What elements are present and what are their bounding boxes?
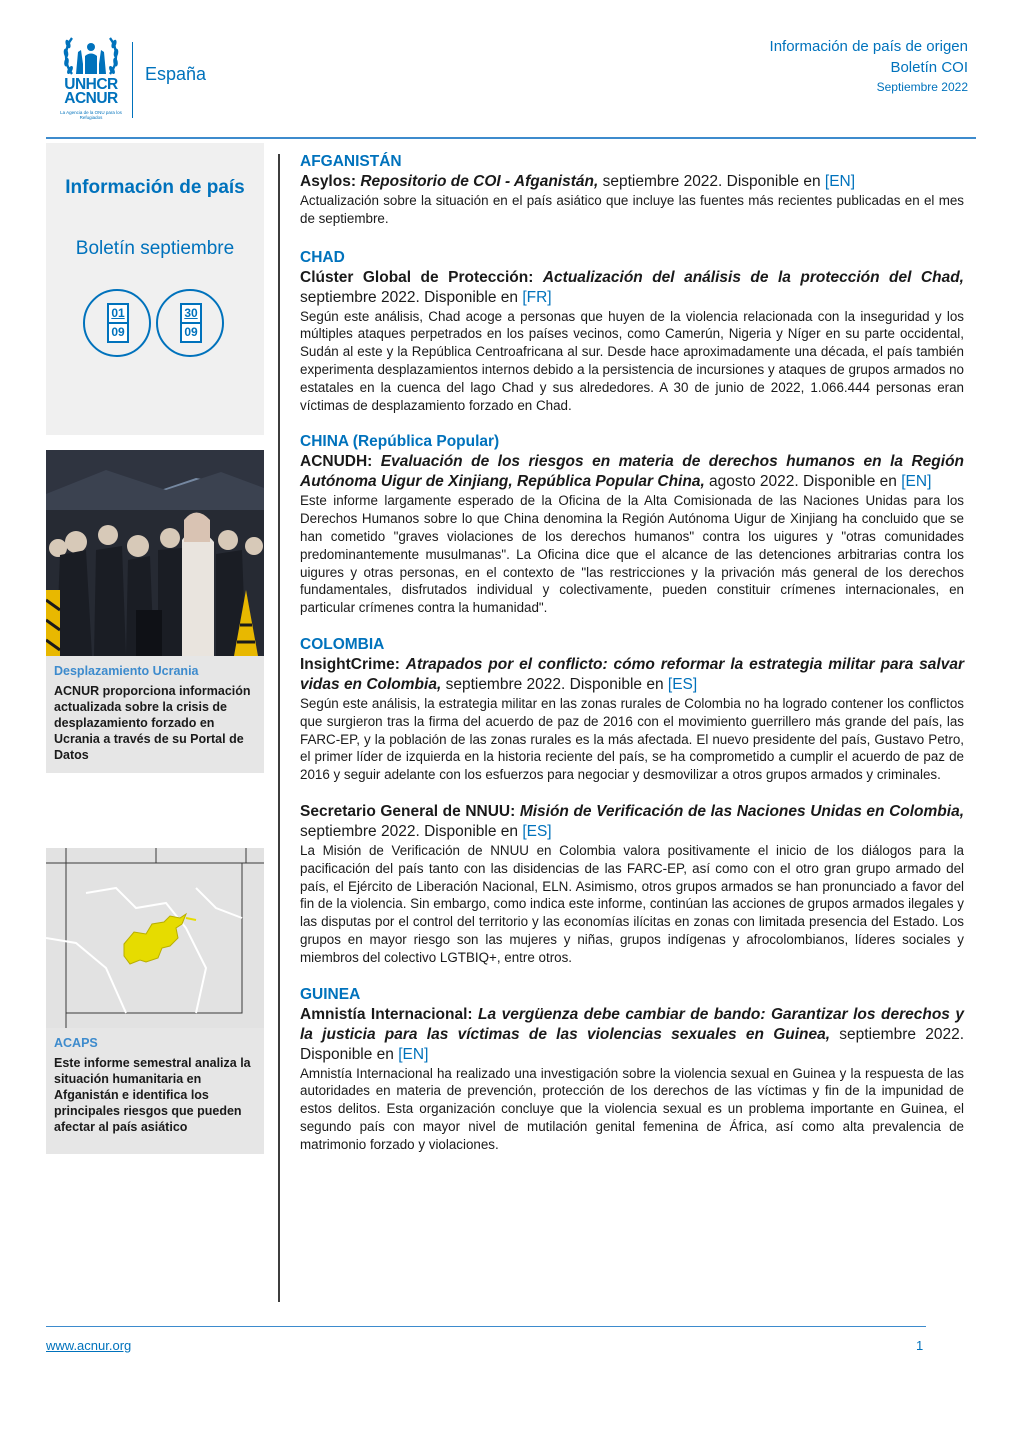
reference-line — [300, 655, 964, 695]
sidebar-subtitle: Boletín septiembre — [75, 238, 235, 259]
crowd-photo-image — [46, 450, 264, 656]
ref-title: Atrapados por el conflicto: cómo reformar la estrategia militar para salvar vidas en Colombia, — [300, 655, 964, 693]
column-divider — [278, 154, 280, 1302]
reference-line — [300, 1005, 964, 1065]
ref-description: Según este análisis, la estrategia militar en las zonas rurales de Colombia no ha logrado contener los conflictos que surgieron tras la firma del acuerdo de paz de 2016 con el movimiento guerrillero más grande del país, las FARC-EP, y la población de las zonas rurales es la más afectada. El nuevo presidente del país, Gustavo Petro, el primer líder de izquierda en la historia reciente del país, se ha comprometido a cumplir el acuerdo de paz de 2016 y seguir adelante con los esfuerzos para negociar y desmovilizar a otros grupos armados y criminales. — [300, 695, 964, 783]
calendar-start-icon — [83, 289, 151, 357]
afghanistan-map-image — [46, 848, 264, 1028]
country-heading: CHAD — [300, 248, 345, 266]
ref-title: Evaluación de los riesgos en materia de derechos humanos en la Región Autónoma Uigur de Xinjiang, República Popular China, — [300, 453, 964, 491]
ref-description: Actualización sobre la situación en el país asiático que incluye las fuentes más recientes publicadas en el mes de septiembre. — [300, 193, 964, 226]
card-text: ACNUR proporciona información actualizada sobre la crisis de desplazamiento forzado en Ucrania a través de su Portal de Datos — [54, 684, 251, 762]
country-heading: CHINA (República Popular) — [300, 433, 500, 451]
section-guinea — [300, 985, 964, 1154]
ref-tail: septiembre 2022. Disponible en — [300, 1025, 965, 1063]
sidebar-card-acaps[interactable] — [46, 1028, 264, 1154]
reference-line — [300, 268, 964, 308]
ref-link[interactable]: [ES] — [522, 822, 552, 840]
ref-title: La vergüenza debe cambiar de bando: Garantizar los derechos y la justicia para las víctimas de las violencias sexuales en Guinea, — [300, 1005, 964, 1043]
ref-title: Actualización del análisis de la protección del Chad, — [542, 268, 964, 286]
header-country: España — [145, 64, 207, 84]
date-end-day: 30 — [182, 305, 200, 324]
calendar-end-icon — [156, 289, 224, 357]
ref-tail: septiembre 2022. Disponible en — [598, 173, 825, 190]
date-start-day: 01 — [109, 305, 127, 324]
ref-link[interactable]: [ES] — [667, 675, 698, 693]
ref-source: Secretario General de NNUU: — [300, 802, 520, 820]
ref-description: Amnistía Internacional ha realizado una investigación sobre la violencia sexual en Guinea y la respuesta de las autoridades en materia de prevención, protección de los derechos de las víctimas y fin de la impunidad de estos delitos. Esta organización concluye que la violencia sexual es un problema importante en Guinea, el segundo país con mayor nivel de mutilación genital femenina de África, así como alta prevalencia de matrimonio forzado y violaciones. — [300, 1065, 964, 1152]
header-doc-type: Información de país de origen — [769, 38, 968, 55]
ref-link[interactable]: [EN] — [398, 1045, 429, 1063]
logo-divider — [132, 42, 133, 118]
main-content — [300, 152, 964, 1172]
card-source[interactable]: Desplazamiento Ucrania — [54, 664, 199, 678]
ref-source: ACNUDH: — [300, 453, 381, 471]
ref-source: Clúster Global de Protección: — [300, 268, 543, 286]
reference-line — [300, 802, 964, 842]
org-tagline: La Agencia de la ONU para los Refugiados — [60, 110, 122, 120]
footer-url-link[interactable]: www.acnur.org — [46, 1338, 132, 1353]
ref-source: Amnistía Internacional: — [300, 1005, 479, 1023]
footer-rule — [46, 1326, 926, 1327]
ref-link[interactable]: [FR] — [522, 288, 552, 306]
header-rule — [46, 137, 976, 139]
header-bulletin: Boletín COI — [890, 59, 968, 76]
ref-description: Este informe largamente esperado de la Oficina de la Alta Comisionada de las Naciones Unidas para los Derechos Humanos sobre lo que China denomina la Región Autónoma Uigur de Xinjiang ha concluido que se han cometido "graves violaciones de los derechos humanos" contra los uigures y "otras comunidades predominantemente musulmanas". La Oficina dice que el alcance de las detenciones arbitrarias contra los uigures y otras personas, en el contexto de "las restricciones y la privación más general de los derechos fundamentales, disfrutados individual y colectivamente, pueden constituir crímenes internacionales, en particular crímenes contra la humanidad". — [300, 493, 964, 616]
date-end-month: 09 — [184, 325, 198, 339]
country-heading: COLOMBIA — [300, 635, 385, 653]
ref-description: La Misión de Verificación de NNUU en Colombia valora positivamente el inicio de los diálogos para la pacificación del país tanto con las disidencias de las FARC-EP, así como con el otro gran grupo armado del país, el Ejército de Liberación Nacional, ELN. Asimismo, otros grupos armados se han pronunciado a favor del fin de la violencia. Sin embargo, como indica este informe, continúan las acciones de grupos armados ilegales y las disputas por el control del territorio y las economías ilícitas en zonas con limitada presencia del Estado. Los grupos en mayor riesgo son las mujeres y niñas, grupos indígenas y afrocolombianos, líderes sociales y miembros del colectivo LGTBIQ+, entre otros. — [300, 842, 964, 965]
section-afganistan — [300, 152, 964, 228]
card-source[interactable]: ACAPS — [54, 1036, 98, 1050]
unhcr-logo — [56, 34, 126, 124]
header-date: Septiembre 2022 — [876, 80, 968, 94]
section-chad — [300, 248, 964, 415]
ref-tail: septiembre 2022. Disponible en — [300, 288, 523, 306]
ref-source: Asylos: — [300, 173, 361, 190]
sidebar-info-box — [46, 143, 264, 435]
reference-line — [300, 172, 964, 192]
ref-tail: septiembre 2022. Disponible en — [300, 822, 523, 840]
ref-link[interactable]: [EN] — [901, 473, 932, 491]
ref-link[interactable]: [EN] — [824, 173, 856, 190]
ref-source: InsightCrime: — [300, 655, 406, 673]
ref-tail: septiembre 2022. Disponible en — [441, 675, 668, 693]
section-china — [300, 432, 964, 617]
ref-title: Misión de Verificación de las Naciones Unidas en Colombia, — [519, 802, 964, 820]
page-number: 1 — [916, 1338, 924, 1353]
afghanistan-map[interactable] — [46, 848, 264, 1028]
ref-description: Según este análisis, Chad acoge a personas que huyen de la violencia relacionada con la inseguridad y los múltiples ataques perpetrados en los países vecinos, como Camerún, Nigeria y Níger en su parte occidental, Sudán al este y la República Centroafricana al sur. Desde hace aproximadamente una década, el país también experimenta desplazamientos internos debido a la persistencia de incursiones y ataques de grupos armados no estatales en la cuenca del lago Chad y sus alrededores. A 30 de junio de 2022, 1.066.444 personas eran víctimas de desplazamiento forzado en Chad. — [300, 308, 964, 413]
section-colombia — [300, 635, 964, 967]
card-text: Este informe semestral analiza la situación humanitaria en Afganistán e identifica los principales riesgos que pueden afectar al país asiático — [54, 1056, 251, 1134]
country-heading: GUINEA — [300, 985, 361, 1003]
header-right — [770, 36, 968, 96]
ref-tail: agosto 2022. Disponible en — [704, 473, 902, 491]
laurel-hands-icon — [62, 34, 120, 76]
ukraine-refugees-photo[interactable] — [46, 450, 264, 656]
date-start-month: 09 — [111, 325, 125, 339]
ref-title: Repositorio de COI - Afganistán, — [360, 173, 599, 190]
org-name: UNHCR ACNUR — [64, 76, 118, 107]
reference-line — [300, 452, 964, 492]
sidebar-card-ukraine[interactable] — [46, 656, 264, 773]
sidebar-title: Información de país — [65, 177, 245, 198]
country-heading: AFGANISTÁN — [300, 153, 402, 170]
